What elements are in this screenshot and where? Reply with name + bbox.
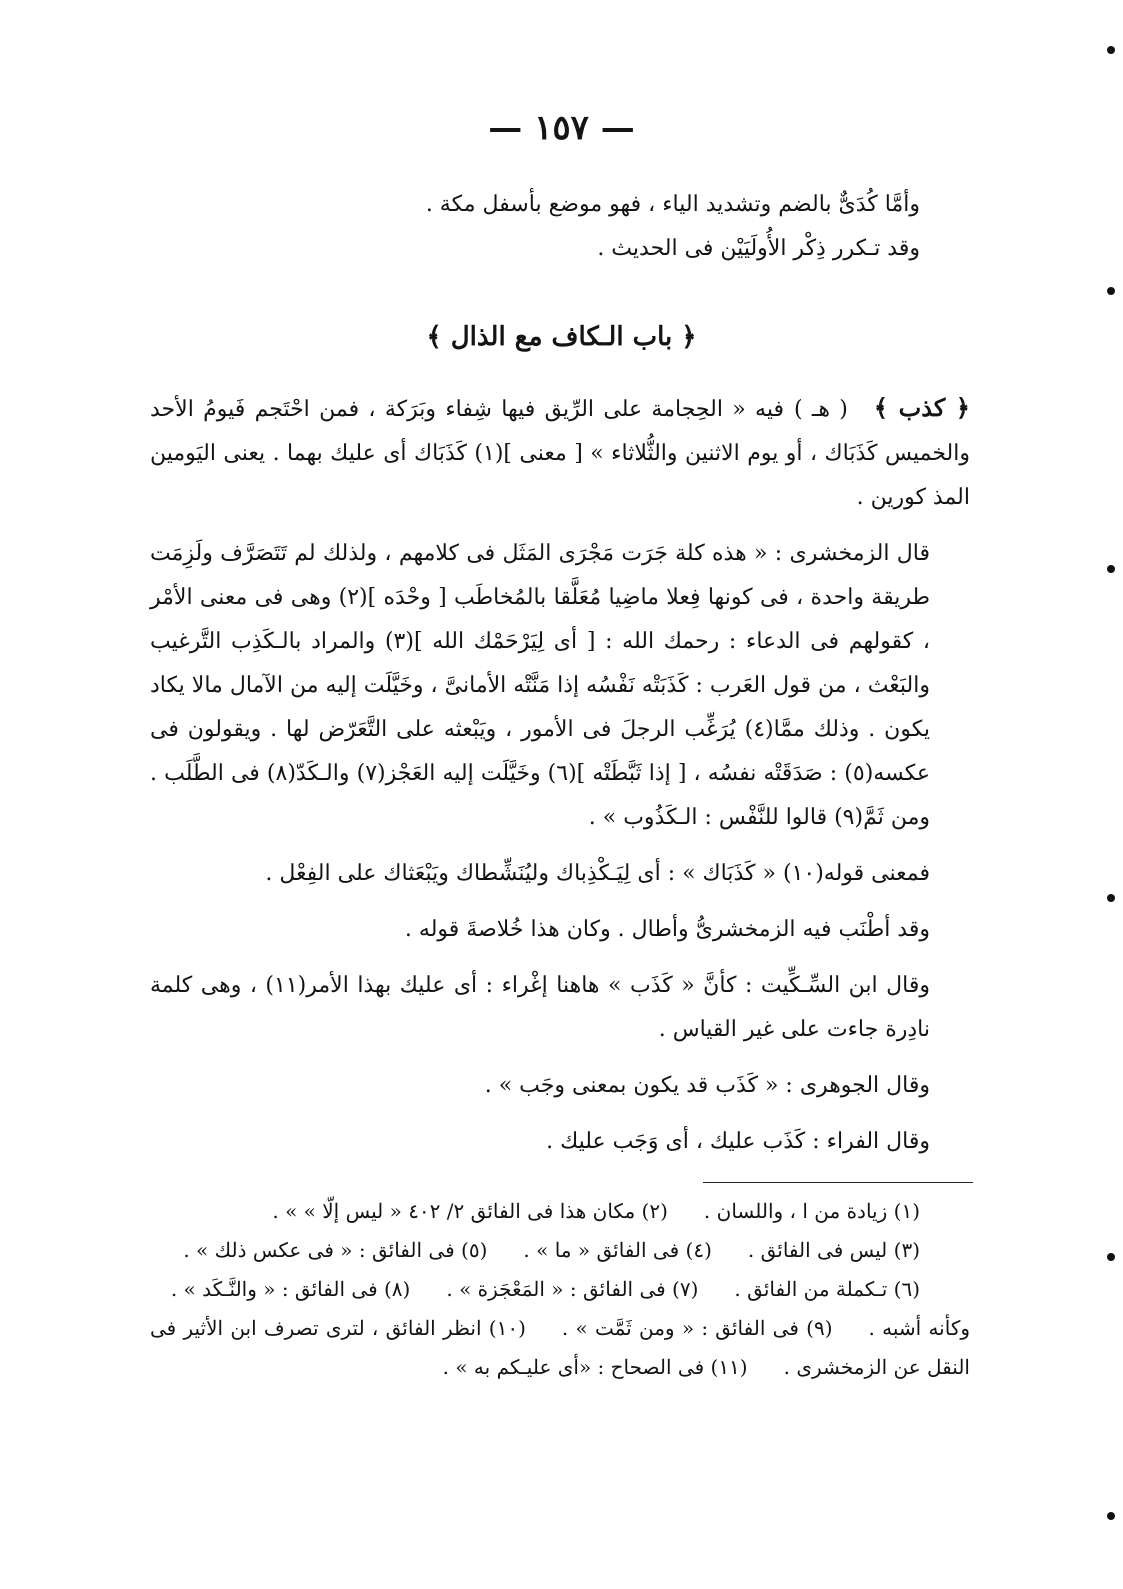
paragraph-1 [150, 386, 970, 520]
paragraph-2: قال الزمخشرى : « هذه كلة جَرَت مَجْرَى المَثَل فى كلامهم ، ولذلك لم تَتَصَرَّف ولَزِمَت طريقة واحدة ، فى كونها فِعلا ماضِيا مُعَلَّقا بالمُخاطَب [ وحْدَه ](٢) وهى فى معنى الأمْر ، كقولهم فى الدعاء : رحمك الله : [ أى لِيَرْحَمْك الله ](٣) والمراد بالـكَذِب التَّرغيب والبَعْث ، من قول العَرب : كَذَبَتْه نَفْسُه إذا مَنَّتْه الأمانىَّ ، وخَيَّلَت إليه من الآمال مالا يكاد يكون . وذلك ممَّا(٤) يُرَغِّب الرجلَ فى الأمور ، ويَبْعثه على التَّعَرّض لها . ويقولون فى عكسه(٥) : صَدَقَتْه نفسُه ، [ إذا ثَبَّطَتْه ](٦) وخَيَّلَت إليه العَجْز(٧) والـكَدّ(٨) فى الطَّلَب . ومن ثَمَّ(٩) قالوا للنَّفْس : الـكَذُوب » . [150, 541, 930, 830]
paragraph-4: وقد أطْنَب فيه الزمخشرىُّ وأطال . وكان هذا خُلاصةَ قوله . [404, 917, 930, 942]
footnotes [150, 1192, 970, 1387]
body-text [150, 386, 970, 1176]
scan-edge-mark [1107, 565, 1115, 573]
intro-block [150, 183, 970, 271]
footnote-row-2 [150, 1231, 970, 1270]
paragraph-5: وقال ابن السِّـكِّيت : كأنَّ « كَذَب » هاهنا إغْراء : أى عليك بهذا الأمر(١١) ، وهى كلمة نادِرة جاءت على غير القياس . [150, 973, 930, 1042]
footnote-row-1 [150, 1192, 970, 1231]
footnote-8: (٨) فى الفائق : « والنَّـكَد » . [170, 1277, 411, 1301]
footnote-2: (٢) مكان هذا فى الفائق ٢/ ٤٠٢ « ليس إلّا » » . [272, 1199, 668, 1223]
intro-line-1: وأمَّا كُدَىٌّ بالضم وتشديد الياء ، فهو موضع بأسفل مكة . [425, 192, 920, 217]
paragraph-3: فمعنى قوله(١٠) « كَذَبَاك » : أى لِيَـكْذِباك وليُنَشِّطاك ويَبْعَثاك على الفِعْل . [265, 861, 930, 886]
entry-source-mark: ( هـ ) [794, 397, 848, 422]
footnote-row-3 [150, 1270, 970, 1309]
footnote-7: (٧) فى الفائق : « المَعْجَزة » . [446, 1277, 699, 1301]
footnote-4: (٤) فى الفائق « ما » . [523, 1238, 712, 1262]
footnote-9: (٩) فى الفائق : « ومن ثَمَّت » . [561, 1316, 833, 1340]
footnote-1: (١) زيادة من ا ، واللسان . [703, 1199, 920, 1223]
scan-edge-mark [1107, 1512, 1115, 1520]
scan-edge-mark [1107, 894, 1115, 902]
paragraph-6: وقال الجوهرى : « كَذَب قد يكون بمعنى وجَب » . [484, 1073, 930, 1098]
footnote-row-4 [150, 1309, 970, 1387]
footnote-3: (٣) ليس فى الفائق . [747, 1238, 920, 1262]
entry-headword: ﴿ كذب ﴾ [873, 393, 970, 422]
footnote-8-continued: وكأنه أشبه . [868, 1316, 971, 1340]
section-title: ﴿ باب الـكاف مع الذال ﴾ [426, 322, 697, 352]
footnote-5: (٥) فى الفائق : « فى عكس ذلك » . [183, 1238, 488, 1262]
scan-edge-mark [1107, 46, 1115, 54]
scan-edge-mark [1107, 287, 1115, 295]
page-number: — ١٥٧ — [488, 108, 635, 148]
intro-line-2: وقد تـكرر ذِكْر الأُولَيَيْن فى الحديث . [597, 236, 920, 261]
footnote-6: (٦) تـكملة من الفائق . [734, 1277, 920, 1301]
footnote-10: (١٠) انظر الفائق ، لترى تصرف ابن الأثير فى النقل عن الزمخشرى . [150, 1316, 970, 1379]
footnote-divider [703, 1182, 973, 1183]
paragraph-1-text: فيه « الحِجامة على الرِّيق فيها شِفاء وبَرَكة ، فمن احْتَجم فَيومُ الأحد والخميس كَذَبَاك ، أو يوم الاثنين والثُّلاثاء » [ معنى ](١) كَذَبَاك أى عليك بهما . يعنى اليَومين المذ كورين . [150, 397, 970, 510]
footnote-11: (١١) فى الصحاح : «أى عليـكم به » . [442, 1355, 748, 1379]
paragraph-7: وقال الفراء : كَذَب عليك ، أى وَجَب عليك . [546, 1129, 930, 1154]
scan-edge-mark [1107, 1253, 1115, 1261]
